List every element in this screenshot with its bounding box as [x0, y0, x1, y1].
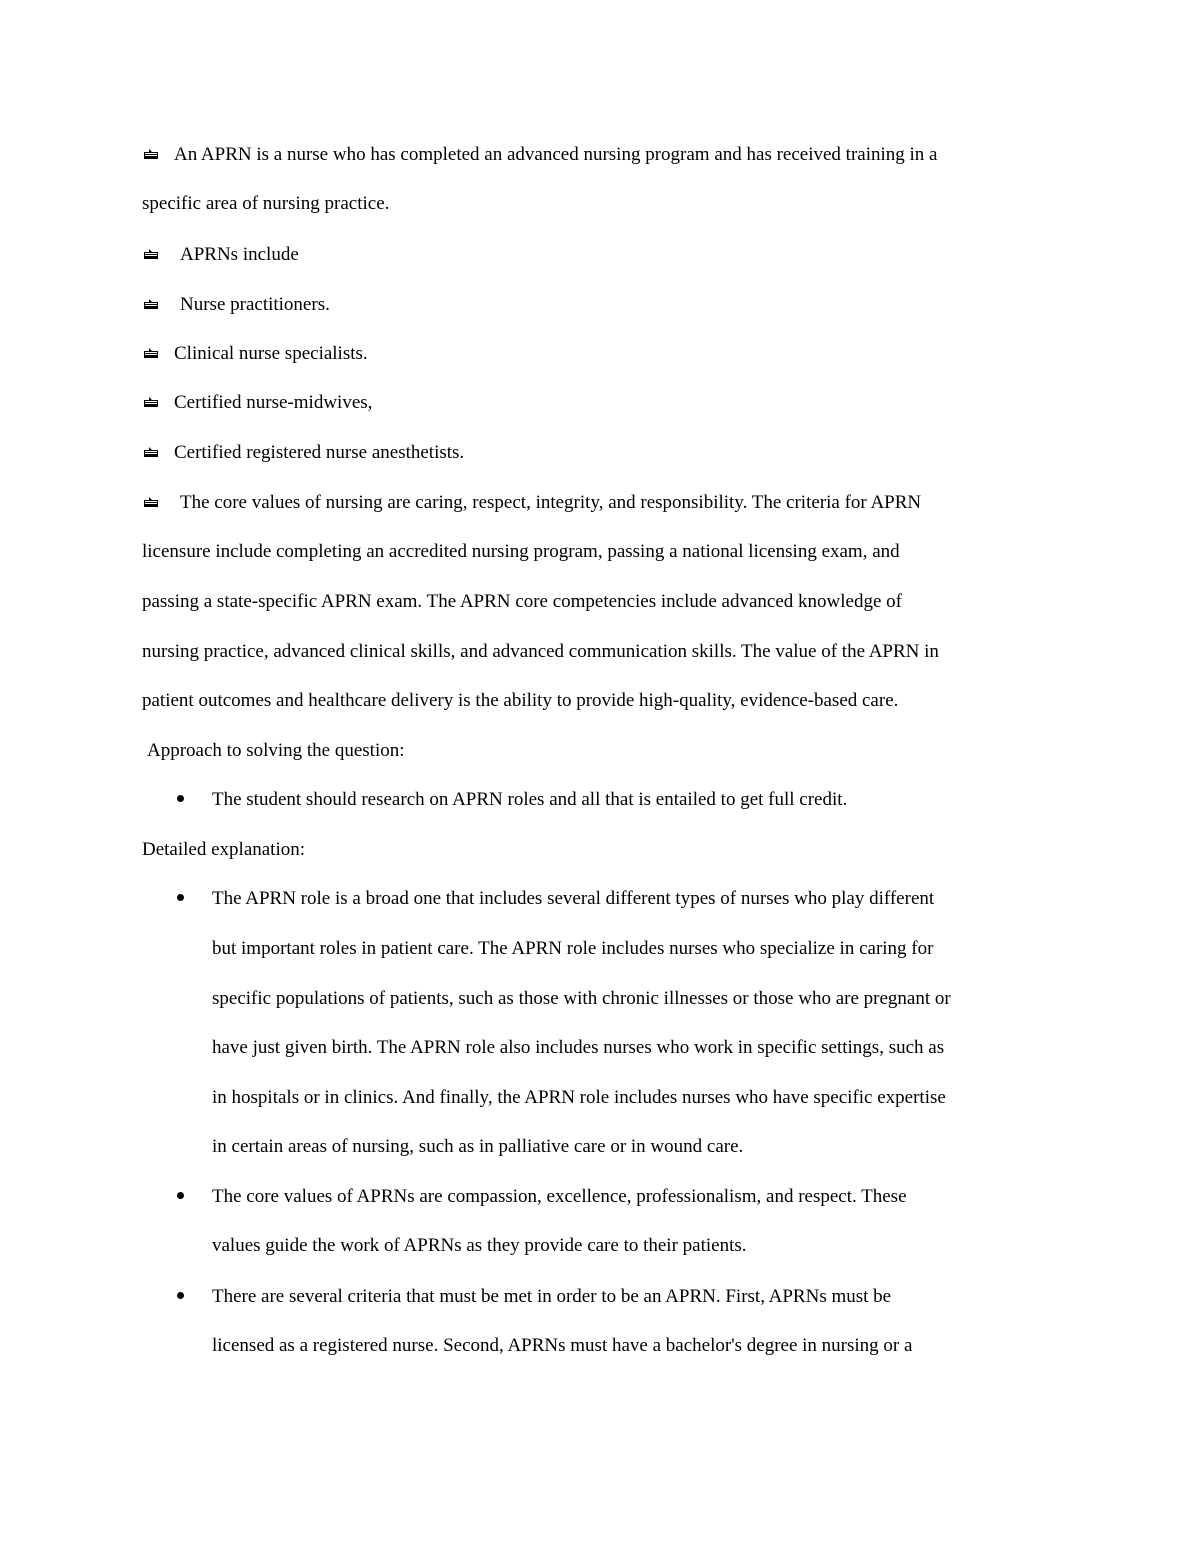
- intro-item-5: Certified nurse-midwives,: [174, 392, 373, 413]
- detailed-bullet-1-line-6: in certain areas of nursing, such as in palliative care or in wound care.: [212, 1136, 744, 1157]
- intro-item-7-line-5: patient outcomes and healthcare delivery is the ability to provide high-quality, evidence-based care.: [142, 690, 899, 711]
- intro-item-7-line-1: The core values of nursing are caring, respect, integrity, and responsibility. The criteria for APRN: [180, 492, 922, 513]
- intro-item-2: APRNs include: [180, 244, 299, 265]
- checklist-hand-icon: [143, 394, 159, 410]
- intro-item-6: Certified registered nurse anesthetists.: [174, 442, 465, 463]
- detailed-bullet-1-line-3: specific populations of patients, such as those with chronic illnesses or those who are pregnant or: [212, 988, 951, 1009]
- intro-item-7-line-3: passing a state-specific APRN exam. The APRN core competencies include advanced knowledge of: [142, 591, 902, 612]
- checklist-hand-icon: [143, 494, 159, 510]
- detailed-bullet-1-line-1: The APRN role is a broad one that includes several different types of nurses who play different: [212, 888, 935, 909]
- detailed-bullet-2-line-1: The core values of APRNs are compassion, excellence, professionalism, and respect. These: [212, 1186, 907, 1207]
- intro-item-4: Clinical nurse specialists.: [174, 343, 368, 364]
- bullet-dot-icon: [177, 1292, 184, 1299]
- detailed-bullet-3-line-2: licensed as a registered nurse. Second, APRNs must have a bachelor's degree in nursing or a: [212, 1335, 913, 1356]
- approach-heading: Approach to solving the question:: [147, 740, 405, 761]
- bullet-dot-icon: [177, 795, 184, 802]
- intro-item-1-line-2: specific area of nursing practice.: [142, 193, 390, 214]
- detailed-bullet-1-line-5: in hospitals or in clinics. And finally, the APRN role includes nurses who have specific expertise: [212, 1087, 946, 1108]
- bullet-dot-icon: [177, 894, 184, 901]
- bullet-dot-icon: [177, 1192, 184, 1199]
- intro-item-3: Nurse practitioners.: [180, 294, 330, 315]
- checklist-hand-icon: [143, 345, 159, 361]
- checklist-hand-icon: [143, 296, 159, 312]
- detailed-bullet-1-line-2: but important roles in patient care. The APRN role includes nurses who specialize in caring for: [212, 938, 934, 959]
- intro-item-7-line-4: nursing practice, advanced clinical skills, and advanced communication skills. The value of the APRN in: [142, 641, 939, 662]
- detailed-bullet-3-line-1: There are several criteria that must be met in order to be an APRN. First, APRNs must be: [212, 1286, 892, 1307]
- detailed-bullet-2-line-2: values guide the work of APRNs as they provide care to their patients.: [212, 1235, 747, 1256]
- checklist-hand-icon: [143, 146, 159, 162]
- checklist-hand-icon: [143, 246, 159, 262]
- intro-item-7-line-2: licensure include completing an accredited nursing program, passing a national licensing exam, and: [142, 541, 900, 562]
- checklist-hand-icon: [143, 444, 159, 460]
- intro-item-1-line-1: An APRN is a nurse who has completed an advanced nursing program and has received training in a: [174, 144, 938, 165]
- approach-bullet-1: The student should research on APRN roles and all that is entailed to get full credit.: [212, 789, 848, 810]
- detailed-bullet-1-line-4: have just given birth. The APRN role also includes nurses who work in specific settings, such as: [212, 1037, 945, 1058]
- detailed-heading: Detailed explanation:: [142, 839, 306, 860]
